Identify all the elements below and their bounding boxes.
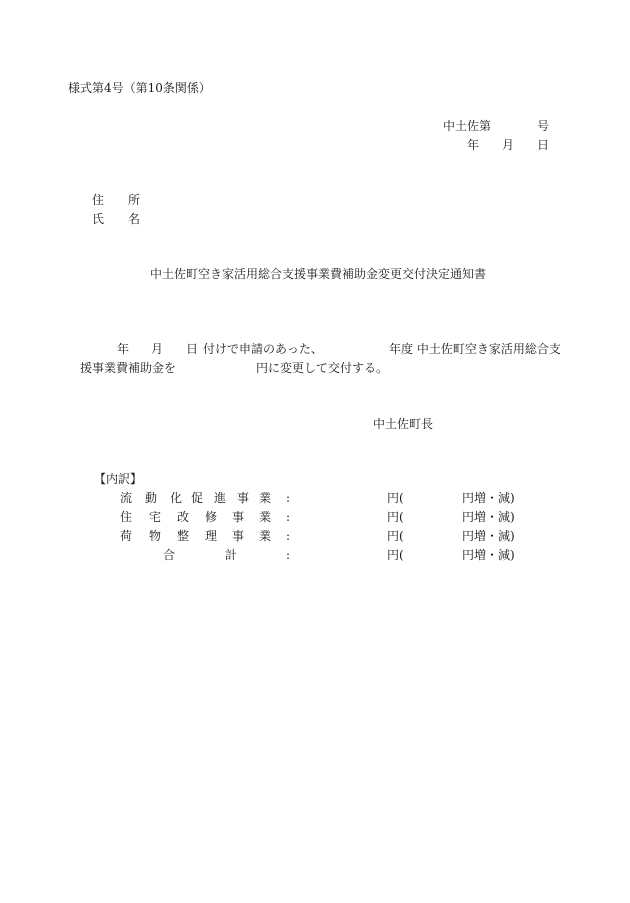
body-month: 月 (151, 342, 164, 356)
reference-prefix: 中土佐第 (443, 119, 492, 133)
form-number: 様式第4号（第10条関係） (68, 81, 211, 95)
row-char: 事 (232, 510, 245, 524)
row-char: 事 (232, 529, 245, 543)
body-year: 年 (117, 342, 130, 356)
row-char: 改 (177, 510, 190, 524)
row-change: 円増・減) (462, 491, 515, 505)
date-year: 年 (467, 138, 480, 152)
body-text-2: 年度 中土佐町空き家活用総合支 (389, 342, 561, 356)
body-text-4: 円に変更して交付する。 (256, 361, 389, 375)
address-label-2: 所 (128, 193, 141, 207)
breakdown-row-cleanup (0, 530, 630, 544)
row-char: 理 (205, 529, 218, 543)
name-label-2: 名 (128, 212, 141, 226)
document-title: 中土佐町空き家活用総合支援事業費補助金変更交付決定通知書 (150, 267, 487, 281)
breakdown-row-total (0, 549, 630, 563)
name-label-1: 氏 (92, 212, 105, 226)
row-char: 流 (120, 491, 133, 505)
row-char: 修 (205, 510, 218, 524)
row-change: 円増・減) (462, 529, 515, 543)
issuer: 中土佐町長 (373, 417, 434, 431)
row-char: 事 (237, 491, 250, 505)
row-colon: : (286, 491, 291, 505)
row-change: 円増・減) (462, 548, 515, 562)
breakdown-row-renovation (0, 511, 630, 525)
breakdown-row-liquidation (0, 492, 630, 506)
row-char: 業 (259, 510, 272, 524)
row-char: 住 (120, 510, 133, 524)
row-char: 化 (170, 491, 183, 505)
row-char: 合 (163, 548, 176, 562)
row-char: 業 (259, 491, 272, 505)
row-char: 計 (225, 548, 238, 562)
row-colon: : (286, 529, 291, 543)
row-char: 物 (149, 529, 162, 543)
row-colon: : (286, 548, 291, 562)
row-yen: 円( (387, 529, 404, 543)
date-day: 日 (537, 138, 550, 152)
row-char: 動 (145, 491, 158, 505)
body-day: 日 (186, 342, 199, 356)
row-char: 促 (191, 491, 204, 505)
row-char: 宅 (149, 510, 162, 524)
reference-suffix: 号 (537, 119, 550, 133)
body-text-1: 付けで申請のあった、 (203, 342, 323, 356)
row-yen: 円( (387, 510, 404, 524)
row-char: 進 (214, 491, 227, 505)
breakdown-heading: 【内訳】 (94, 472, 143, 486)
row-yen: 円( (387, 491, 404, 505)
address-label-1: 住 (92, 193, 105, 207)
row-colon: : (286, 510, 291, 524)
date-month: 月 (502, 138, 515, 152)
body-text-3: 援事業費補助金を (80, 361, 177, 375)
row-yen: 円( (387, 548, 404, 562)
row-change: 円増・減) (462, 510, 515, 524)
row-char: 業 (259, 529, 272, 543)
row-char: 荷 (120, 529, 133, 543)
row-char: 整 (177, 529, 190, 543)
